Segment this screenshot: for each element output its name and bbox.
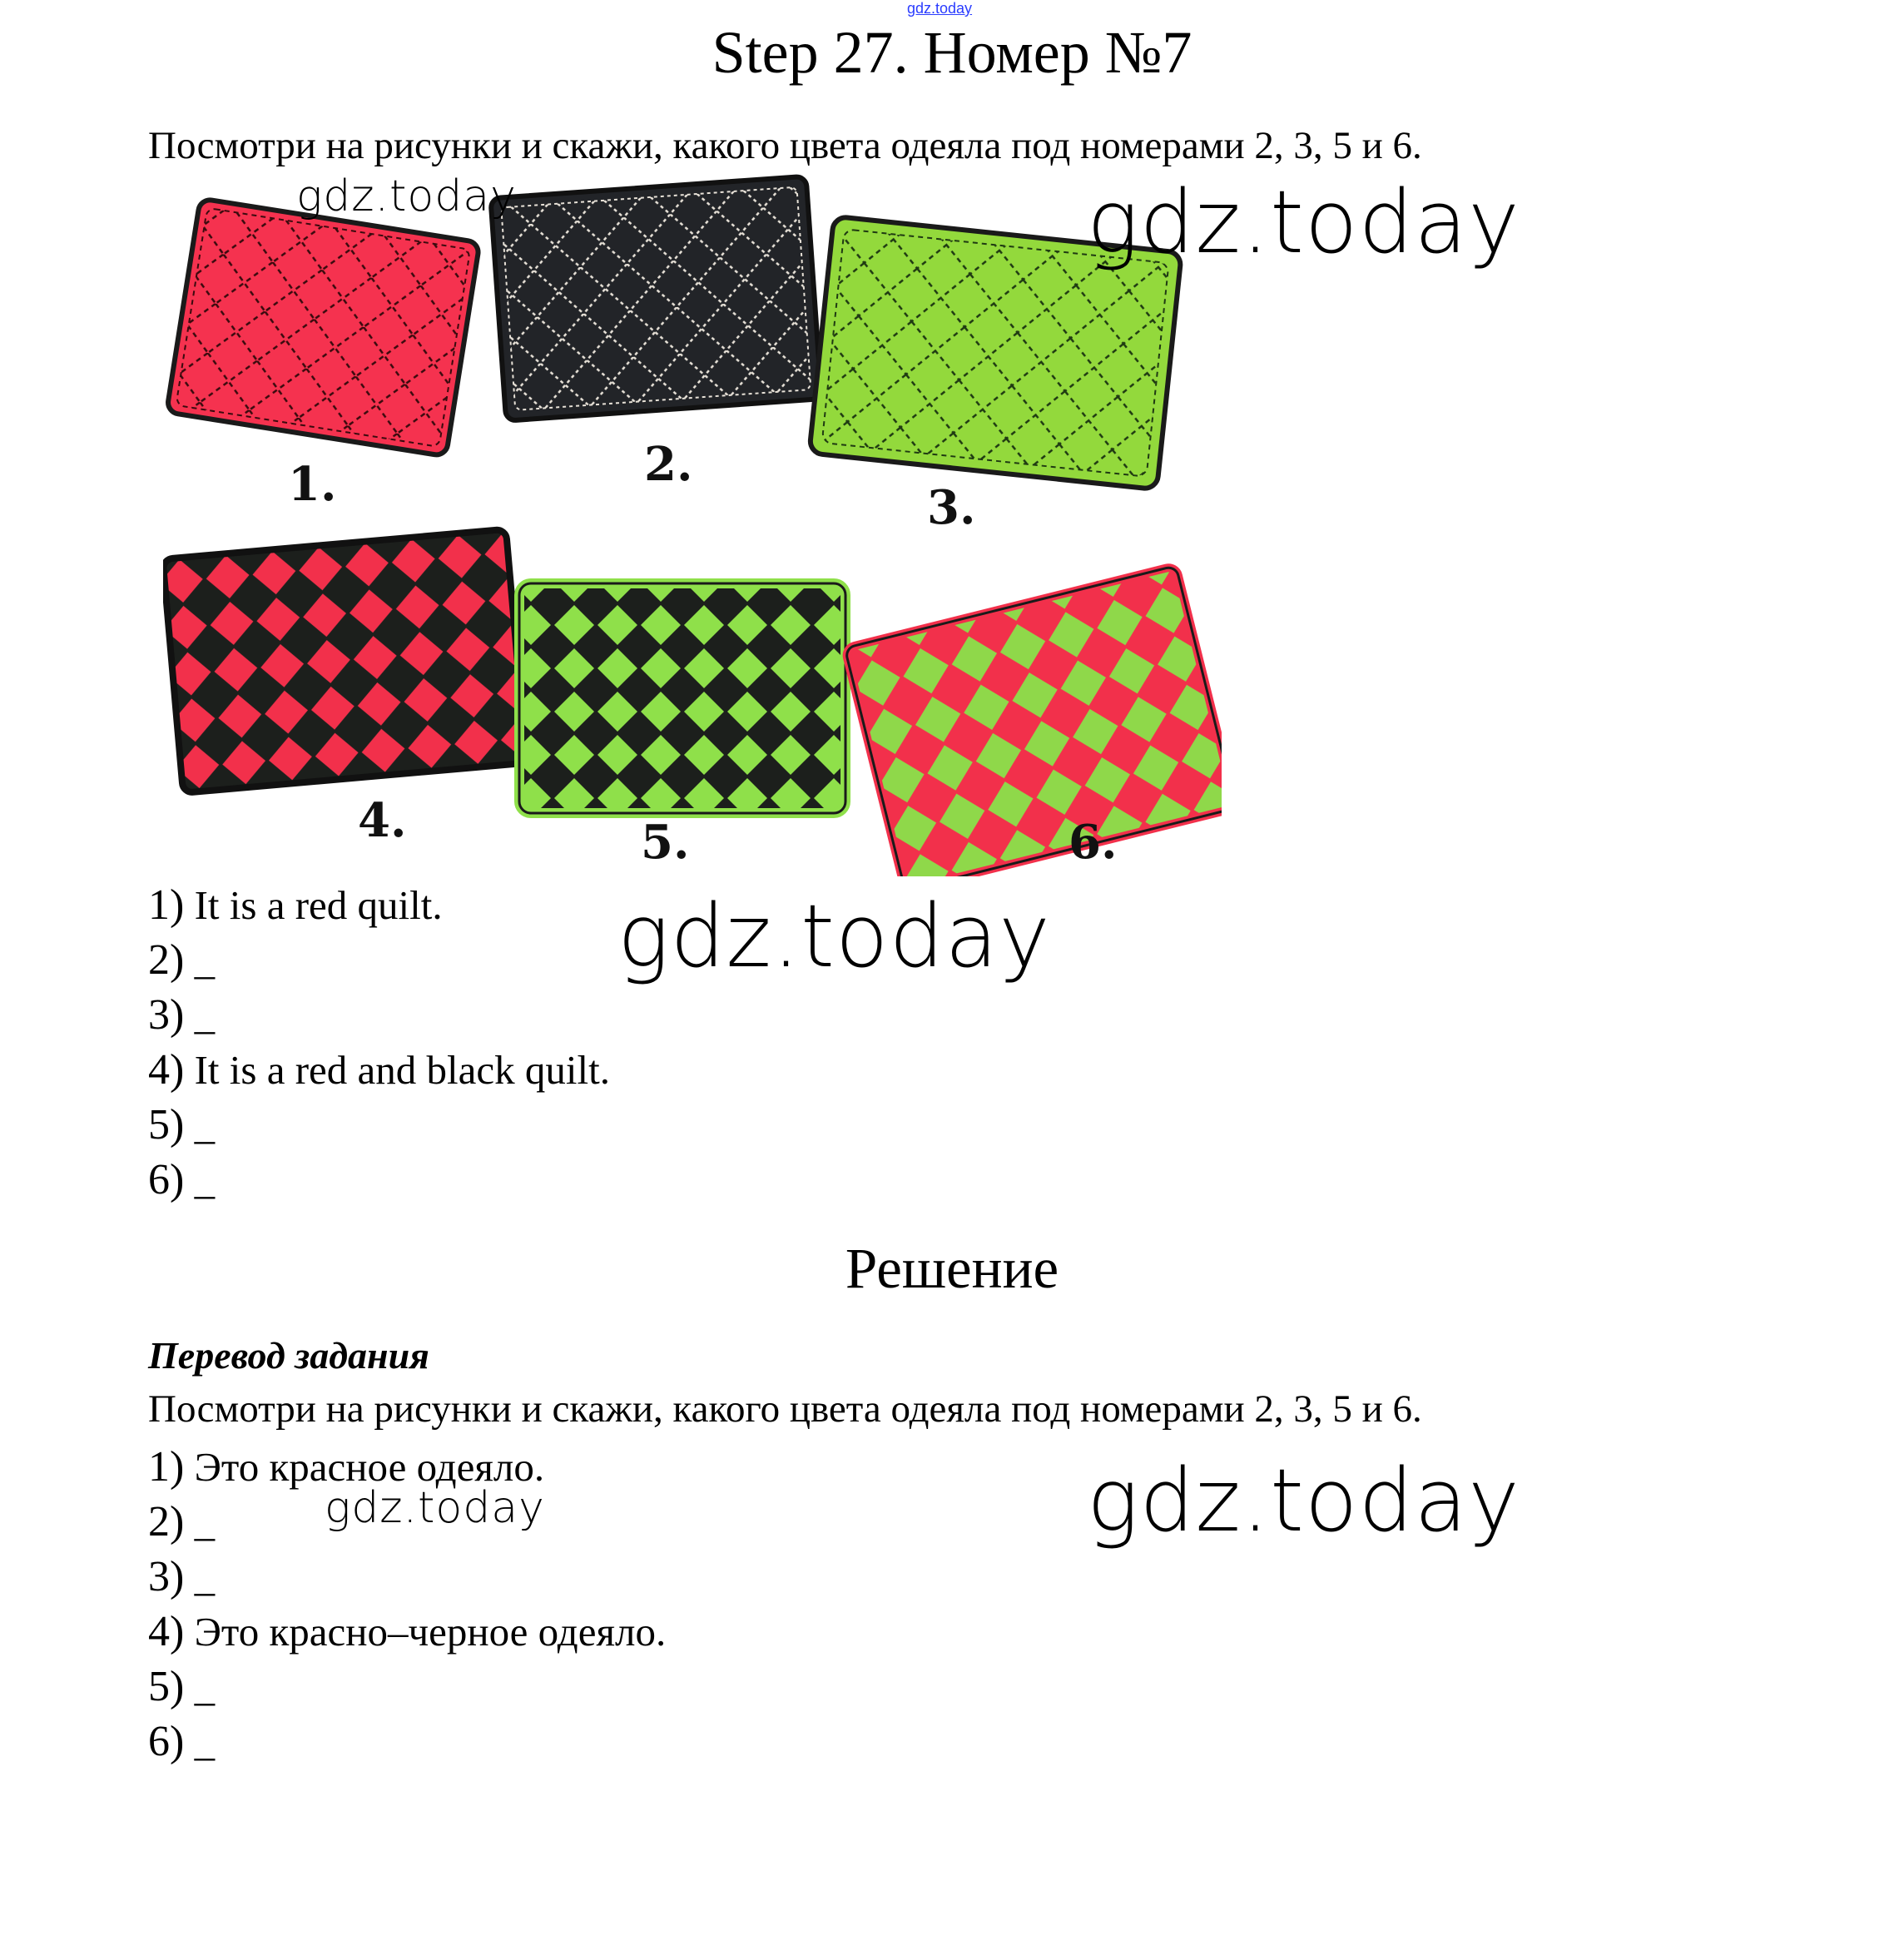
line-text: Это красно–черное одеяло. (184, 1609, 667, 1655)
quilt-5-label: 5. (641, 815, 690, 870)
answer-number: 4) (148, 1046, 185, 1094)
line-text: _ (184, 1554, 216, 1600)
answer-text: It is a red quilt. (184, 882, 443, 928)
translation-heading: Перевод задания (148, 1334, 429, 1377)
quilt-3-label: 3. (927, 480, 976, 535)
watermark: gdz.today (296, 171, 517, 221)
watermark: gdz.today (1087, 1450, 1520, 1551)
answer-line-5 (148, 1100, 215, 1149)
line-number: 5) (148, 1663, 185, 1710)
quilt-4 (163, 529, 526, 793)
quilt-5 (519, 583, 845, 813)
line-number: 4) (148, 1608, 185, 1655)
line-text: _ (184, 1499, 216, 1545)
answer-line-6 (148, 1155, 215, 1204)
answer-number: 2) (148, 936, 185, 984)
answer-text: _ (184, 1157, 216, 1203)
answer-number: 3) (148, 991, 185, 1039)
quilts-illustration (163, 171, 1222, 876)
answer-number: 1) (148, 881, 185, 929)
top-site-mark: gdz.today (907, 0, 973, 17)
translation-line-5 (148, 1662, 215, 1711)
solution-heading: Решение (845, 1237, 1059, 1300)
answer-number: 5) (148, 1101, 185, 1149)
answer-line-4 (148, 1045, 610, 1094)
watermark: gdz.today (1087, 171, 1520, 273)
translation-line-2 (148, 1497, 215, 1546)
translation-line-3 (148, 1552, 215, 1601)
answer-number: 6) (148, 1156, 185, 1203)
answer-text: It is a red and black quilt. (184, 1047, 610, 1093)
quilt-4-label: 4. (358, 793, 407, 848)
task-text: Посмотри на рисунки и скажи, какого цвета одеяла под номерами 2, 3, 5 и 6. (148, 124, 1422, 167)
watermark: gdz.today (617, 886, 1051, 987)
quilt-2 (490, 176, 821, 421)
translation-line-4 (148, 1607, 666, 1656)
line-number: 1) (148, 1443, 185, 1491)
line-text: _ (184, 1719, 216, 1764)
answer-text: _ (184, 937, 216, 983)
answer-text: _ (184, 1102, 216, 1148)
line-text: Это красное одеяло. (184, 1444, 545, 1490)
line-number: 2) (148, 1498, 185, 1546)
quilt-1 (166, 198, 479, 456)
quilt-1-label: 1. (288, 457, 337, 512)
answer-line-3 (148, 990, 215, 1039)
answer-text: _ (184, 992, 216, 1038)
watermark: gdz.today (325, 1483, 545, 1533)
line-number: 6) (148, 1718, 185, 1765)
page-title: Step 27. Номер №7 (712, 19, 1192, 86)
answer-line-2 (148, 935, 215, 985)
translation-text: Посмотри на рисунки и скажи, какого цвета одеяла под номерами 2, 3, 5 и 6. (148, 1387, 1422, 1431)
answer-line-1 (148, 881, 443, 930)
quilt-6-label: 6. (1069, 815, 1118, 870)
line-text: _ (184, 1664, 216, 1709)
line-number: 3) (148, 1553, 185, 1600)
quilt-2-label: 2. (644, 437, 693, 492)
quilt-6 (845, 566, 1222, 876)
translation-line-6 (148, 1717, 215, 1766)
